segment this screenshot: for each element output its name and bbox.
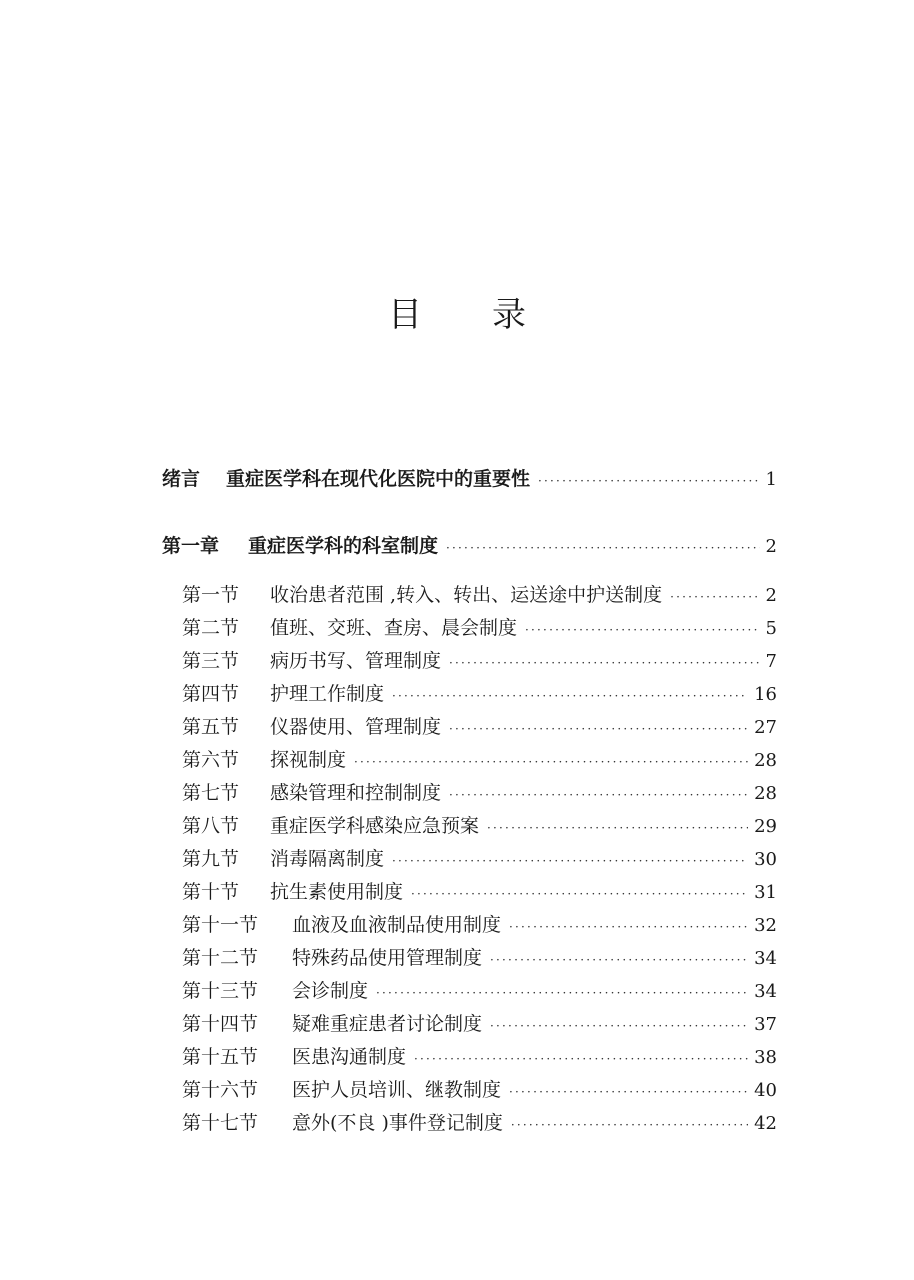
toc-entry-number: 第十一节: [182, 914, 259, 936]
dot-leader: [509, 1078, 748, 1106]
toc-entry-page: 34: [754, 981, 777, 1002]
dot-leader: [354, 748, 748, 776]
dot-leader: [487, 814, 748, 842]
toc-entry-title: 重症医学科在现代化医院中的重要性: [226, 468, 531, 490]
page-title: 目录: [388, 295, 596, 335]
toc-entry-page: 32: [754, 915, 777, 936]
toc-entry-number: 第五节: [182, 716, 240, 738]
toc-entry-page: 27: [754, 717, 777, 738]
dot-leader: [449, 649, 760, 677]
toc-entry-page: 7: [765, 651, 777, 672]
toc-entry-number: 第六节: [182, 749, 240, 771]
toc-entry-section-16[interactable]: [182, 1076, 777, 1106]
toc-entry-title: 病历书写、管理制度: [270, 650, 442, 672]
toc-entry-title: 医护人员培训、继教制度: [292, 1079, 502, 1101]
dot-leader: [509, 913, 748, 941]
dot-leader: [670, 583, 759, 611]
toc-entry-number: 第十七节: [182, 1112, 259, 1134]
toc-entry-number: 第七节: [182, 782, 240, 804]
toc-entry-number: 第十四节: [182, 1013, 259, 1035]
toc-entry-section-15[interactable]: [182, 1043, 777, 1073]
toc-entry-title: 疑难重症患者讨论制度: [292, 1013, 483, 1035]
toc-entry-page: 34: [754, 948, 777, 969]
toc-entry-page: 37: [754, 1014, 777, 1035]
dot-leader: [446, 534, 760, 562]
toc-entry-section-1[interactable]: [182, 581, 777, 611]
toc-entry-section-8[interactable]: [182, 812, 777, 842]
toc-entry-number: 第十节: [182, 881, 240, 903]
toc-entry-intro[interactable]: [162, 465, 777, 495]
toc-entry-page: 2: [765, 536, 777, 557]
toc-entry-section-17[interactable]: [182, 1109, 777, 1139]
toc-entry-page: 16: [754, 684, 777, 705]
dot-leader: [525, 616, 760, 644]
toc-entry-title: 感染管理和控制制度: [270, 782, 442, 804]
toc-entry-page: 5: [765, 618, 777, 639]
toc-entry-section-4[interactable]: [182, 680, 777, 710]
toc-entry-section-7[interactable]: [182, 779, 777, 809]
toc-entry-title: 意外(不良 )事件登记制度: [292, 1112, 503, 1134]
dot-leader: [538, 467, 760, 495]
dot-leader: [511, 1111, 748, 1139]
toc-entry-title: 重症医学科感染应急预案: [270, 815, 480, 837]
toc-entry-page: 40: [754, 1080, 777, 1101]
toc-entry-section-5[interactable]: [182, 713, 777, 743]
dot-leader: [490, 1012, 748, 1040]
dot-leader: [490, 946, 748, 974]
toc-entry-section-10[interactable]: [182, 878, 777, 908]
toc-entry-page: 1: [765, 469, 777, 490]
dot-leader: [376, 979, 748, 1007]
toc-entry-page: 38: [754, 1047, 777, 1068]
toc-entry-number: 绪言: [162, 468, 201, 490]
dot-leader: [392, 847, 748, 875]
toc-entry-section-12[interactable]: [182, 944, 777, 974]
toc-entry-title: 医患沟通制度: [292, 1046, 407, 1068]
toc-entry-number: 第一章: [162, 535, 220, 557]
dot-leader: [449, 781, 748, 809]
toc-entry-section-9[interactable]: [182, 845, 777, 875]
toc-entry-page: 29: [754, 816, 777, 837]
toc-entry-title: 值班、交班、查房、晨会制度: [270, 617, 518, 639]
dot-leader: [414, 1045, 748, 1073]
toc-entry-number: 第二节: [182, 617, 240, 639]
toc-entry-number: 第十六节: [182, 1079, 259, 1101]
toc-entry-number: 第三节: [182, 650, 240, 672]
toc-entry-title: 护理工作制度: [270, 683, 385, 705]
toc-entry-title: 会诊制度: [292, 980, 369, 1002]
dot-leader: [449, 715, 748, 743]
toc-entry-title: 仪器使用、管理制度: [270, 716, 442, 738]
toc-entry-section-2[interactable]: [182, 614, 777, 644]
toc-entry-title: 血液及血液制品使用制度: [292, 914, 502, 936]
toc-entry-section-3[interactable]: [182, 647, 777, 677]
toc-entry-section-13[interactable]: [182, 977, 777, 1007]
toc-entry-page: 28: [754, 750, 777, 771]
toc-entry-number: 第十二节: [182, 947, 259, 969]
toc-entry-title: 消毒隔离制度: [270, 848, 385, 870]
toc-entry-title: 重症医学科的科室制度: [248, 535, 439, 557]
toc-entry-page: 31: [754, 882, 777, 903]
toc-entry-title: 特殊药品使用管理制度: [292, 947, 483, 969]
toc-entry-chapter-1[interactable]: [162, 532, 777, 562]
toc-entry-title: 收治患者范围 ,转入、转出、运送途中护送制度: [270, 584, 663, 606]
toc-entry-number: 第四节: [182, 683, 240, 705]
toc-entry-page: 2: [765, 585, 777, 606]
toc-entry-page: 30: [754, 849, 777, 870]
toc-entry-number: 第八节: [182, 815, 240, 837]
toc-entry-number: 第十五节: [182, 1046, 259, 1068]
toc-entry-page: 28: [754, 783, 777, 804]
toc-entry-number: 第十三节: [182, 980, 259, 1002]
toc-entry-section-11[interactable]: [182, 911, 777, 941]
dot-leader: [411, 880, 748, 908]
toc-entry-section-6[interactable]: [182, 746, 777, 776]
toc-entry-number: 第九节: [182, 848, 240, 870]
dot-leader: [392, 682, 748, 710]
toc-entry-title: 探视制度: [270, 749, 347, 771]
toc-entry-title: 抗生素使用制度: [270, 881, 404, 903]
toc-entry-number: 第一节: [182, 584, 240, 606]
toc-entry-page: 42: [754, 1113, 777, 1134]
toc-entry-section-14[interactable]: [182, 1010, 777, 1040]
